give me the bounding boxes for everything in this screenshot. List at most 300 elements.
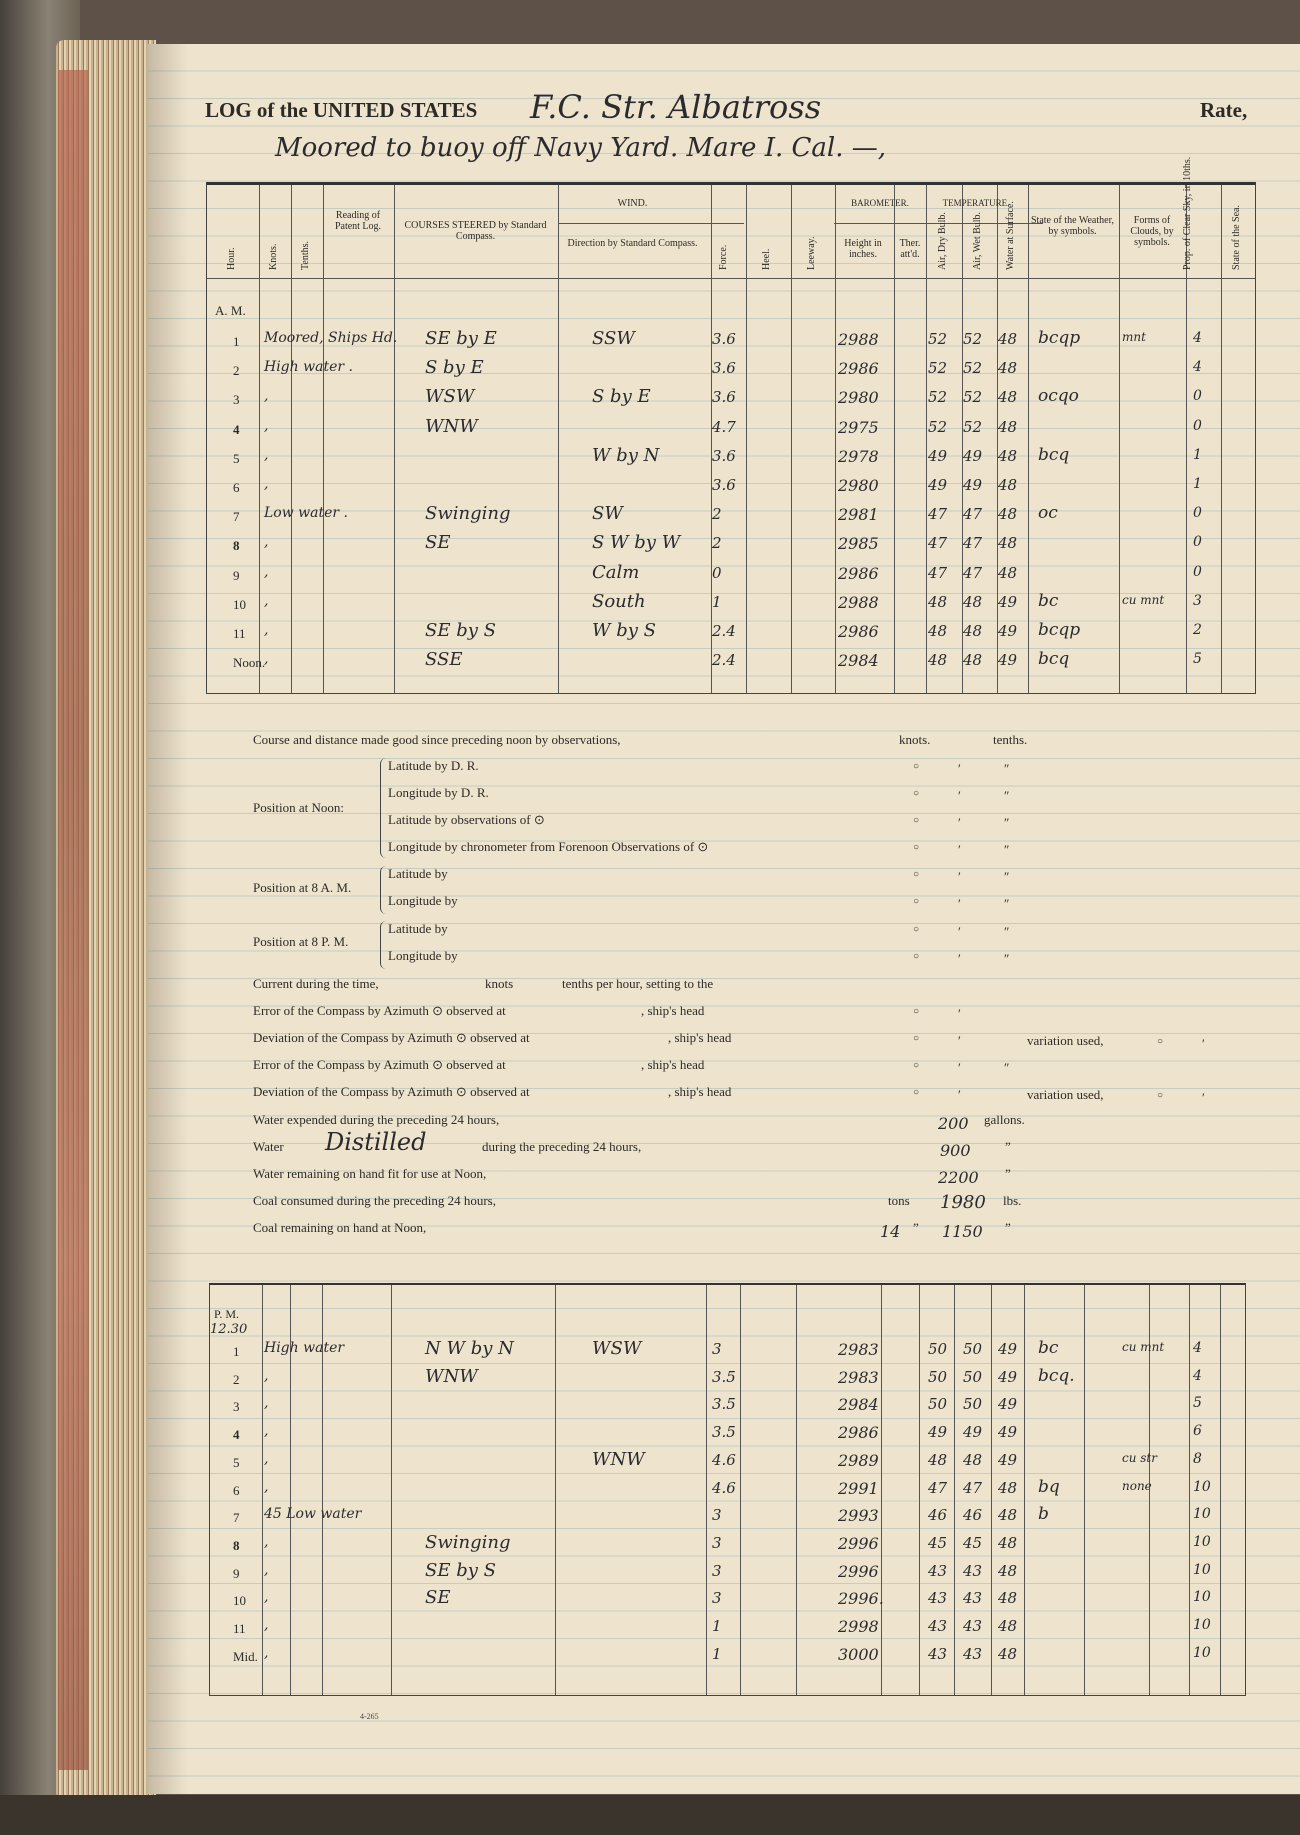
row-weather: bcq xyxy=(1038,444,1070,465)
degree-mark: ○ xyxy=(913,1060,920,1071)
row-course: SE by S xyxy=(425,1559,496,1581)
row-wet-bulb: 43 xyxy=(963,1561,983,1580)
pm-column-divider xyxy=(1084,1285,1085,1695)
second-mark: ″ xyxy=(1004,896,1010,911)
row-note: , xyxy=(264,1450,269,1467)
row-note: , xyxy=(264,622,269,638)
row-barometer: 2988 xyxy=(838,592,879,612)
minute-mark: ′ xyxy=(958,896,961,911)
am-log-table xyxy=(206,156,1256,694)
am-column-divider xyxy=(746,185,747,693)
row-note: , xyxy=(264,417,269,434)
gallons-label: gallons. xyxy=(984,1112,1025,1127)
row-clouds: cu mnt xyxy=(1122,1340,1165,1354)
row-barometer: 2980 xyxy=(838,476,879,495)
row-wet-bulb: 52 xyxy=(963,388,983,407)
degree-mark: ○ xyxy=(1157,1036,1164,1047)
row-wet-bulb: 52 xyxy=(963,417,983,436)
row-clear-sky: 3 xyxy=(1193,592,1202,609)
row-hour: 6 xyxy=(233,1482,240,1498)
row-weather: bc xyxy=(1038,590,1059,611)
minute-mark: ′ xyxy=(958,1087,961,1102)
degree-mark: ○ xyxy=(913,924,920,935)
row-weather: ocqo xyxy=(1038,386,1079,407)
ships-head-label: , ship's head xyxy=(668,1030,732,1045)
row-weather: b xyxy=(1038,1504,1049,1525)
row-dry-bulb: 52 xyxy=(928,359,948,378)
row-force: 3.6 xyxy=(712,388,736,407)
row-dry-bulb: 43 xyxy=(928,1617,948,1635)
ships-head-label: , ship's head xyxy=(641,1003,705,1018)
row-clear-sky: 4 xyxy=(1193,1367,1202,1384)
row-hour: 3 xyxy=(233,1399,240,1415)
lat-dr: Latitude by D. R. xyxy=(388,758,479,773)
second-mark: ″ xyxy=(1004,951,1010,966)
row-force: 1 xyxy=(712,1617,722,1635)
minute-mark: ′ xyxy=(958,1033,961,1048)
row-dry-bulb: 48 xyxy=(928,622,948,640)
row-hour: 5 xyxy=(233,1454,240,1470)
row-force: 4.6 xyxy=(712,1478,736,1497)
row-course: WSW xyxy=(425,386,475,408)
row-hour: 11 xyxy=(233,626,246,641)
row-force: 1 xyxy=(712,1644,722,1663)
knots-label: knots. xyxy=(899,732,931,747)
row-water-temp: 48 xyxy=(998,534,1018,553)
row-note: , xyxy=(264,388,269,405)
second-mark: ″ xyxy=(1004,924,1010,939)
header-wet: Air, Wet Bulb. xyxy=(972,211,983,270)
tons-label: tons xyxy=(888,1193,910,1208)
row-clear-sky: 0 xyxy=(1193,417,1202,434)
row-barometer: 2996. xyxy=(838,1589,884,1609)
row-dry-bulb: 50 xyxy=(928,1395,948,1414)
row-water-temp: 49 xyxy=(998,1423,1018,1442)
row-hour: 5 xyxy=(233,450,240,466)
row-water-temp: 48 xyxy=(998,1561,1018,1580)
row-wet-bulb: 50 xyxy=(963,1395,983,1414)
log-title: LOG of the UNITED STATES xyxy=(205,98,478,122)
row-weather: bcq. xyxy=(1038,1365,1075,1386)
current-knots: knots xyxy=(485,976,514,991)
row-barometer: 2985 xyxy=(838,534,879,554)
position-noon-label: Position at Noon: xyxy=(253,800,345,815)
coal-remaining-tons: 14 xyxy=(880,1222,901,1241)
row-note: , xyxy=(264,1423,269,1440)
row-clear-sky: 0 xyxy=(1193,388,1202,405)
row-wet-bulb: 49 xyxy=(963,446,983,465)
header-baro-height: Height in inches. xyxy=(844,238,882,260)
row-hour: Mid. xyxy=(233,1648,258,1664)
row-note: , xyxy=(264,446,269,463)
row-clear-sky: 0 xyxy=(1193,534,1202,551)
row-wind: WNW xyxy=(592,1448,645,1470)
row-clear-sky: 4 xyxy=(1193,330,1202,346)
header-wind-direction: Direction by Standard Compass. xyxy=(567,238,698,249)
row-dry-bulb: 48 xyxy=(928,592,948,611)
row-hour: 8 xyxy=(233,1537,240,1553)
row-wet-bulb: 48 xyxy=(963,1450,983,1469)
row-course: Swinging xyxy=(425,1531,511,1553)
header-ther-attd: Ther. att'd. xyxy=(899,238,921,260)
row-force: 3.6 xyxy=(712,446,736,465)
row-course: SE xyxy=(425,1587,451,1609)
water-distilled-label: during the preceding 24 hours, xyxy=(482,1139,642,1154)
row-force: 1 xyxy=(712,592,722,611)
deviation-compass-2: Deviation of the Compass by Azimuth ⊙ observed at xyxy=(253,1084,530,1099)
lat-8am: Latitude by xyxy=(388,866,448,881)
row-weather: bcqp xyxy=(1038,620,1081,640)
row-water-temp: 48 xyxy=(998,505,1018,524)
row-hour: 2 xyxy=(233,363,240,379)
form-number: 4-265 xyxy=(360,1712,379,1721)
pm-column-divider xyxy=(991,1285,992,1695)
row-force: 4.7 xyxy=(712,417,736,436)
row-hour: 4 xyxy=(233,421,240,437)
am-label: A. M. xyxy=(215,303,246,318)
pm-label: P. M. xyxy=(214,1307,240,1321)
error-compass-2: Error of the Compass by Azimuth ⊙ observed at xyxy=(253,1057,506,1072)
row-weather: bcq xyxy=(1038,649,1070,670)
degree-mark: ○ xyxy=(913,815,920,826)
row-water-temp: 49 xyxy=(998,622,1018,640)
voyage-note: Moored to buoy off Navy Yard. Mare I. Cal. —, xyxy=(275,133,886,163)
row-barometer: 2983 xyxy=(838,1340,879,1359)
row-wet-bulb: 47 xyxy=(963,563,983,582)
row-note: , xyxy=(264,476,269,492)
minute-mark: ′ xyxy=(958,788,961,803)
water-remaining-value: 2200 xyxy=(938,1168,979,1187)
row-course: N W by N xyxy=(425,1338,514,1359)
row-water-temp: 49 xyxy=(998,1367,1018,1386)
ditto-mark: ” xyxy=(1005,1220,1011,1235)
am-column-divider xyxy=(1028,185,1029,693)
row-course: SSE xyxy=(425,649,463,671)
row-note: , xyxy=(264,1561,269,1578)
row-wet-bulb: 46 xyxy=(963,1506,983,1525)
row-wet-bulb: 47 xyxy=(963,534,983,553)
row-note: , xyxy=(264,1395,269,1412)
degree-mark: ○ xyxy=(913,788,920,799)
row-force: 3.5 xyxy=(712,1423,736,1442)
row-force: 3 xyxy=(712,1506,722,1525)
row-hour: 1 xyxy=(233,1344,240,1359)
header-temperature: TEMPERATURE. xyxy=(942,198,1010,208)
row-force: 3 xyxy=(712,1533,722,1552)
row-note: , xyxy=(264,1367,269,1384)
ships-head-label: , ship's head xyxy=(641,1057,705,1072)
row-wet-bulb: 49 xyxy=(963,476,983,494)
degree-mark: ○ xyxy=(913,842,920,853)
row-clear-sky: 1 xyxy=(1193,476,1202,492)
row-course: WNW xyxy=(425,1365,478,1387)
coal-remaining-label: Coal remaining on hand at Noon, xyxy=(253,1220,427,1235)
row-barometer: 2986 xyxy=(838,622,879,641)
pm-column-divider xyxy=(262,1285,263,1695)
pm-column-divider xyxy=(555,1285,556,1695)
row-hour: 4 xyxy=(233,1427,240,1443)
row-force: 3.6 xyxy=(712,330,736,348)
pm-column-divider xyxy=(1189,1285,1190,1695)
row-wet-bulb: 47 xyxy=(963,1478,983,1497)
row-clouds: cu mnt xyxy=(1122,592,1165,607)
variation-label: variation used, xyxy=(1027,1033,1104,1048)
row-wind: SW xyxy=(592,503,623,525)
row-clouds: cu str xyxy=(1122,1450,1157,1465)
row-weather: bcqp xyxy=(1038,328,1081,348)
degree-mark: ○ xyxy=(913,1006,920,1017)
minute-mark: ′ xyxy=(1202,1036,1205,1051)
minute-mark: ′ xyxy=(958,1060,961,1075)
header-dry: Air, Dry Bulb. xyxy=(937,212,948,270)
row-course: WNW xyxy=(425,415,478,437)
ship-name: F.C. Str. Albatross xyxy=(530,88,822,126)
row-barometer: 2996 xyxy=(838,1561,879,1581)
row-dry-bulb: 49 xyxy=(928,1423,948,1442)
row-force: 3 xyxy=(712,1561,722,1580)
header-force: Force. xyxy=(718,244,729,270)
header-courses: COURSES STEERED by Standard Compass. xyxy=(404,220,547,242)
header-sea: State of the Sea. xyxy=(1231,205,1242,270)
row-course: SE by E xyxy=(425,328,497,349)
second-mark: ″ xyxy=(1004,815,1010,830)
row-barometer: 2983 xyxy=(838,1367,879,1387)
water-expended-label: Water expended during the preceding 24 hours, xyxy=(253,1112,500,1127)
row-weather: bc xyxy=(1038,1338,1059,1358)
row-water-temp: 48 xyxy=(998,1478,1018,1497)
row-note: Low water . xyxy=(264,505,348,522)
row-force: 2 xyxy=(712,505,722,524)
lat-8pm: Latitude by xyxy=(388,921,448,936)
row-dry-bulb: 43 xyxy=(928,1561,948,1580)
row-note: , xyxy=(264,651,269,668)
header-hour: Hour. xyxy=(226,247,237,270)
row-water-temp: 48 xyxy=(998,388,1018,407)
row-water-temp: 48 xyxy=(998,563,1018,582)
row-dry-bulb: 45 xyxy=(928,1533,948,1552)
water-remaining-label: Water remaining on hand fit for use at Noon, xyxy=(253,1166,487,1181)
row-weather: bq xyxy=(1038,1476,1060,1497)
row-wind: South xyxy=(592,590,646,612)
row-note: , xyxy=(264,592,269,609)
current-tenths: tenths per hour, setting to the xyxy=(562,976,714,991)
row-dry-bulb: 49 xyxy=(928,476,948,494)
row-dry-bulb: 43 xyxy=(928,1644,948,1663)
brace-noon xyxy=(380,758,387,858)
row-wet-bulb: 49 xyxy=(963,1423,983,1442)
row-hour: 10 xyxy=(233,1593,246,1609)
row-clear-sky: 5 xyxy=(1193,1395,1202,1412)
water-distilled-hand: Distilled xyxy=(325,1128,427,1156)
row-course: Swinging xyxy=(425,503,511,525)
row-note: , xyxy=(264,1533,269,1550)
row-wind: W by S xyxy=(592,620,656,641)
ships-head-label: , ship's head xyxy=(668,1084,732,1099)
row-dry-bulb: 50 xyxy=(928,1367,948,1386)
minute-mark: ′ xyxy=(958,761,961,776)
row-barometer: 2975 xyxy=(838,417,879,437)
row-wet-bulb: 50 xyxy=(963,1367,983,1386)
am-column-divider xyxy=(1119,185,1120,693)
variation-label: variation used, xyxy=(1027,1087,1104,1102)
ditto-mark: ” xyxy=(1005,1139,1011,1154)
minute-mark: ′ xyxy=(958,842,961,857)
row-wet-bulb: 43 xyxy=(963,1589,983,1608)
position-8am-label: Position at 8 A. M. xyxy=(253,880,352,895)
minute-mark: ′ xyxy=(958,1006,961,1021)
pm-column-divider xyxy=(706,1285,707,1695)
row-note: High water xyxy=(264,1340,345,1356)
row-dry-bulb: 47 xyxy=(928,505,948,524)
row-clear-sky: 8 xyxy=(1193,1450,1202,1467)
row-dry-bulb: 47 xyxy=(928,563,948,582)
row-wet-bulb: 45 xyxy=(963,1533,983,1552)
header-leeway: Leeway. xyxy=(806,236,817,270)
header-patent-log: Reading of Patent Log. xyxy=(334,210,382,232)
row-clear-sky: 4 xyxy=(1193,1340,1202,1356)
row-wind: S by E xyxy=(592,386,651,408)
row-force: 3 xyxy=(712,1340,722,1358)
row-barometer: 2978 xyxy=(838,446,879,466)
row-note: Moored, Ships Hd. xyxy=(264,330,398,346)
row-dry-bulb: 52 xyxy=(928,417,948,436)
second-mark: ″ xyxy=(1004,1060,1010,1075)
degree-mark: ○ xyxy=(913,1033,920,1044)
row-clear-sky: 10 xyxy=(1193,1589,1211,1606)
row-dry-bulb: 46 xyxy=(928,1506,948,1525)
row-hour: 1 xyxy=(233,334,240,349)
am-column-divider xyxy=(894,185,895,693)
header-heel: Heel. xyxy=(761,248,772,270)
row-water-temp: 48 xyxy=(998,417,1018,436)
row-course: S by E xyxy=(425,357,484,379)
row-water-temp: 49 xyxy=(998,1340,1018,1358)
error-compass-1: Error of the Compass by Azimuth ⊙ observed at xyxy=(253,1003,506,1018)
second-mark: ″ xyxy=(1004,842,1010,857)
row-wind: Calm xyxy=(592,561,640,583)
row-dry-bulb: 50 xyxy=(928,1340,948,1358)
water-distilled-prefix: Water xyxy=(253,1139,284,1154)
row-hour: 2 xyxy=(233,1371,240,1387)
header-weather: State of the Weather, by symbols. xyxy=(1030,215,1115,237)
am-column-divider xyxy=(791,185,792,693)
row-dry-bulb: 47 xyxy=(928,534,948,553)
header-barometer: BAROMETER. xyxy=(851,198,909,208)
degree-mark: ○ xyxy=(913,896,920,907)
am-column-divider xyxy=(835,185,836,693)
row-hour: 11 xyxy=(233,1621,246,1636)
pm-column-divider xyxy=(881,1285,882,1695)
row-clear-sky: 0 xyxy=(1193,505,1202,522)
row-force: 2 xyxy=(712,534,722,553)
degree-mark: ○ xyxy=(913,951,920,962)
row-water-temp: 49 xyxy=(998,592,1018,611)
coal-consumed-value: 1980 xyxy=(940,1192,986,1213)
row-clear-sky: 0 xyxy=(1193,563,1202,580)
degree-mark: ○ xyxy=(913,1087,920,1098)
lat-obs: Latitude by observations of ⊙ xyxy=(388,812,545,827)
row-barometer: 2993 xyxy=(838,1506,879,1526)
row-force: 3.5 xyxy=(712,1395,736,1414)
coal-remaining-value: 1150 xyxy=(942,1222,983,1241)
water-distilled-value: 900 xyxy=(940,1141,971,1160)
lon-8pm: Longitude by xyxy=(388,948,458,963)
row-clear-sky: 10 xyxy=(1193,1561,1211,1578)
am-column-divider xyxy=(926,185,927,693)
row-dry-bulb: 48 xyxy=(928,651,948,670)
row-hour: 8 xyxy=(233,538,240,554)
row-barometer: 2986 xyxy=(838,563,879,583)
row-clear-sky: 5 xyxy=(1193,651,1202,668)
header-wind: WIND. xyxy=(617,198,648,209)
deviation-compass-1: Deviation of the Compass by Azimuth ⊙ observed at xyxy=(253,1030,530,1045)
am-column-divider xyxy=(323,185,324,693)
am-column-divider xyxy=(997,185,998,693)
row-clear-sky: 2 xyxy=(1193,622,1202,638)
book-edge-stain xyxy=(58,70,88,1770)
row-clear-sky: 10 xyxy=(1193,1617,1211,1633)
row-wet-bulb: 48 xyxy=(963,592,983,611)
ditto-mark: ” xyxy=(913,1220,919,1235)
row-clouds: mnt xyxy=(1122,330,1146,344)
row-barometer: 3000 xyxy=(838,1644,879,1664)
row-water-temp: 48 xyxy=(998,1533,1018,1552)
row-force: 4.6 xyxy=(712,1450,736,1469)
row-wet-bulb: 47 xyxy=(963,505,983,524)
row-barometer: 2989 xyxy=(838,1450,879,1470)
row-wet-bulb: 48 xyxy=(963,651,983,670)
am-column-divider xyxy=(1221,185,1222,693)
water-expended-value: 200 xyxy=(938,1114,969,1133)
pm-column-divider xyxy=(954,1285,955,1695)
row-barometer: 2986 xyxy=(838,1423,879,1443)
row-note: , xyxy=(264,1589,269,1606)
row-note: High water . xyxy=(264,359,353,376)
rate-label: Rate, xyxy=(1200,98,1248,122)
brace-8pm xyxy=(380,921,387,969)
row-course: SE xyxy=(425,532,451,554)
position-8pm-label: Position at 8 P. M. xyxy=(253,934,349,949)
row-hour: 7 xyxy=(233,1510,240,1526)
row-wet-bulb: 43 xyxy=(963,1644,983,1663)
row-dry-bulb: 49 xyxy=(928,446,948,465)
row-water-temp: 48 xyxy=(998,1617,1018,1635)
row-barometer: 2996 xyxy=(838,1533,879,1553)
row-note: , xyxy=(264,1478,269,1495)
row-hour: 7 xyxy=(233,509,240,525)
row-water-temp: 48 xyxy=(998,476,1018,494)
row-dry-bulb: 47 xyxy=(928,1478,948,1497)
row-dry-bulb: 48 xyxy=(928,1450,948,1469)
row-note: , xyxy=(264,534,269,551)
degree-mark: ○ xyxy=(913,761,920,772)
header-clouds: Forms of Clouds, by symbols. xyxy=(1130,215,1174,248)
row-force: 0 xyxy=(712,563,722,582)
second-mark: ″ xyxy=(1004,788,1010,803)
row-wet-bulb: 52 xyxy=(963,359,983,378)
row-clouds: none xyxy=(1122,1478,1152,1493)
row-force: 3 xyxy=(712,1589,722,1608)
row-water-temp: 48 xyxy=(998,1644,1018,1663)
minute-mark: ′ xyxy=(958,924,961,939)
row-barometer: 2980 xyxy=(838,388,879,408)
row-barometer: 2981 xyxy=(838,505,879,525)
ditto-mark: ” xyxy=(1005,1166,1011,1181)
row-clear-sky: 10 xyxy=(1193,1644,1211,1661)
pm-column-divider xyxy=(1024,1285,1025,1695)
lon-dr: Longitude by D. R. xyxy=(388,785,489,800)
row-barometer: 2984 xyxy=(838,651,879,671)
